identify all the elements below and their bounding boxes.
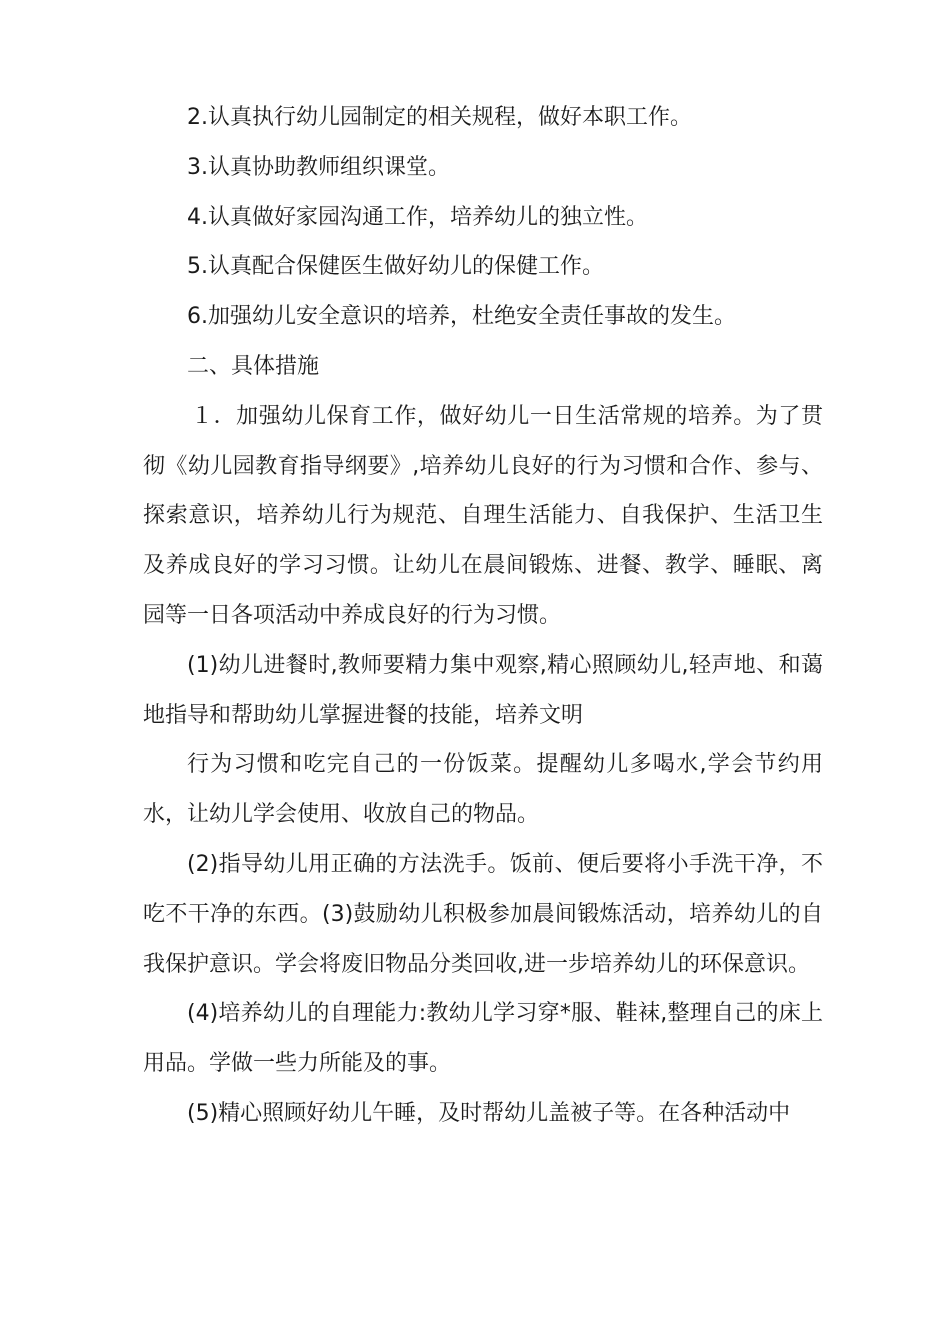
paragraph-item-1-continued: 行为习惯和吃完自己的一份饭菜。提醒幼儿多喝水,学会节约用水，让幼儿学会使用、收放自己的物品。 (143, 752, 823, 828)
section-heading-measures: 二、具体措施 (187, 353, 320, 379)
paragraph-duty-5: 5.认真配合保健医生做好幼儿的保健工作。 (187, 254, 604, 280)
paragraph-measure-1: １．加强幼儿保育工作，做好幼儿一日生活常规的培养。为了贯彻《幼儿园教育指导纲要》,培养幼儿良好的行为习惯和合作、参与、探索意识，培养幼儿行为规范、自理生活能力、自我保护、生活卫生及养成良好的学习习惯。让幼儿在晨间锻炼、进餐、教学、睡眠、离园等一日各项活动中养成良好的行为习惯。 (143, 403, 823, 628)
paragraph-duty-2: 2.认真执行幼儿园制定的相关规程，做好本职工作。 (187, 105, 692, 130)
paragraph-duty-4: 4.认真做好家园沟通工作，培养幼儿的独立性。 (187, 204, 648, 230)
paragraph-item-2-3: (2)指导幼儿用正确的方法洗手。饭前、便后要将小手洗干净，不吃不干净的东西。(3)鼓励幼儿积极参加晨间锻炼活动，培养幼儿的自我保护意识。学会将废旧物品分类回收,进一步培养幼儿的环保意识。 (143, 851, 823, 977)
paragraph-item-4: (4)培养幼儿的自理能力:教幼儿学习穿*服、鞋袜,整理自己的床上用品。学做一些力所能及的事。 (143, 1001, 823, 1077)
paragraph-duty-6: 6.加强幼儿安全意识的培养，杜绝安全责任事故的发生。 (187, 304, 736, 330)
paragraph-item-5: (5)精心照顾好幼儿午睡，及时帮幼儿盖被子等。在各种活动中 (187, 1100, 791, 1126)
paragraph-item-1: (1)幼儿进餐时,教师要精力集中观察,精心照顾幼儿,轻声地、和蔼地指导和帮助幼儿掌握进餐的技能，培养文明 (143, 652, 823, 728)
document-body (143, 93, 823, 1139)
paragraph-duty-3: 3.认真协助教师组织课堂。 (187, 154, 450, 180)
